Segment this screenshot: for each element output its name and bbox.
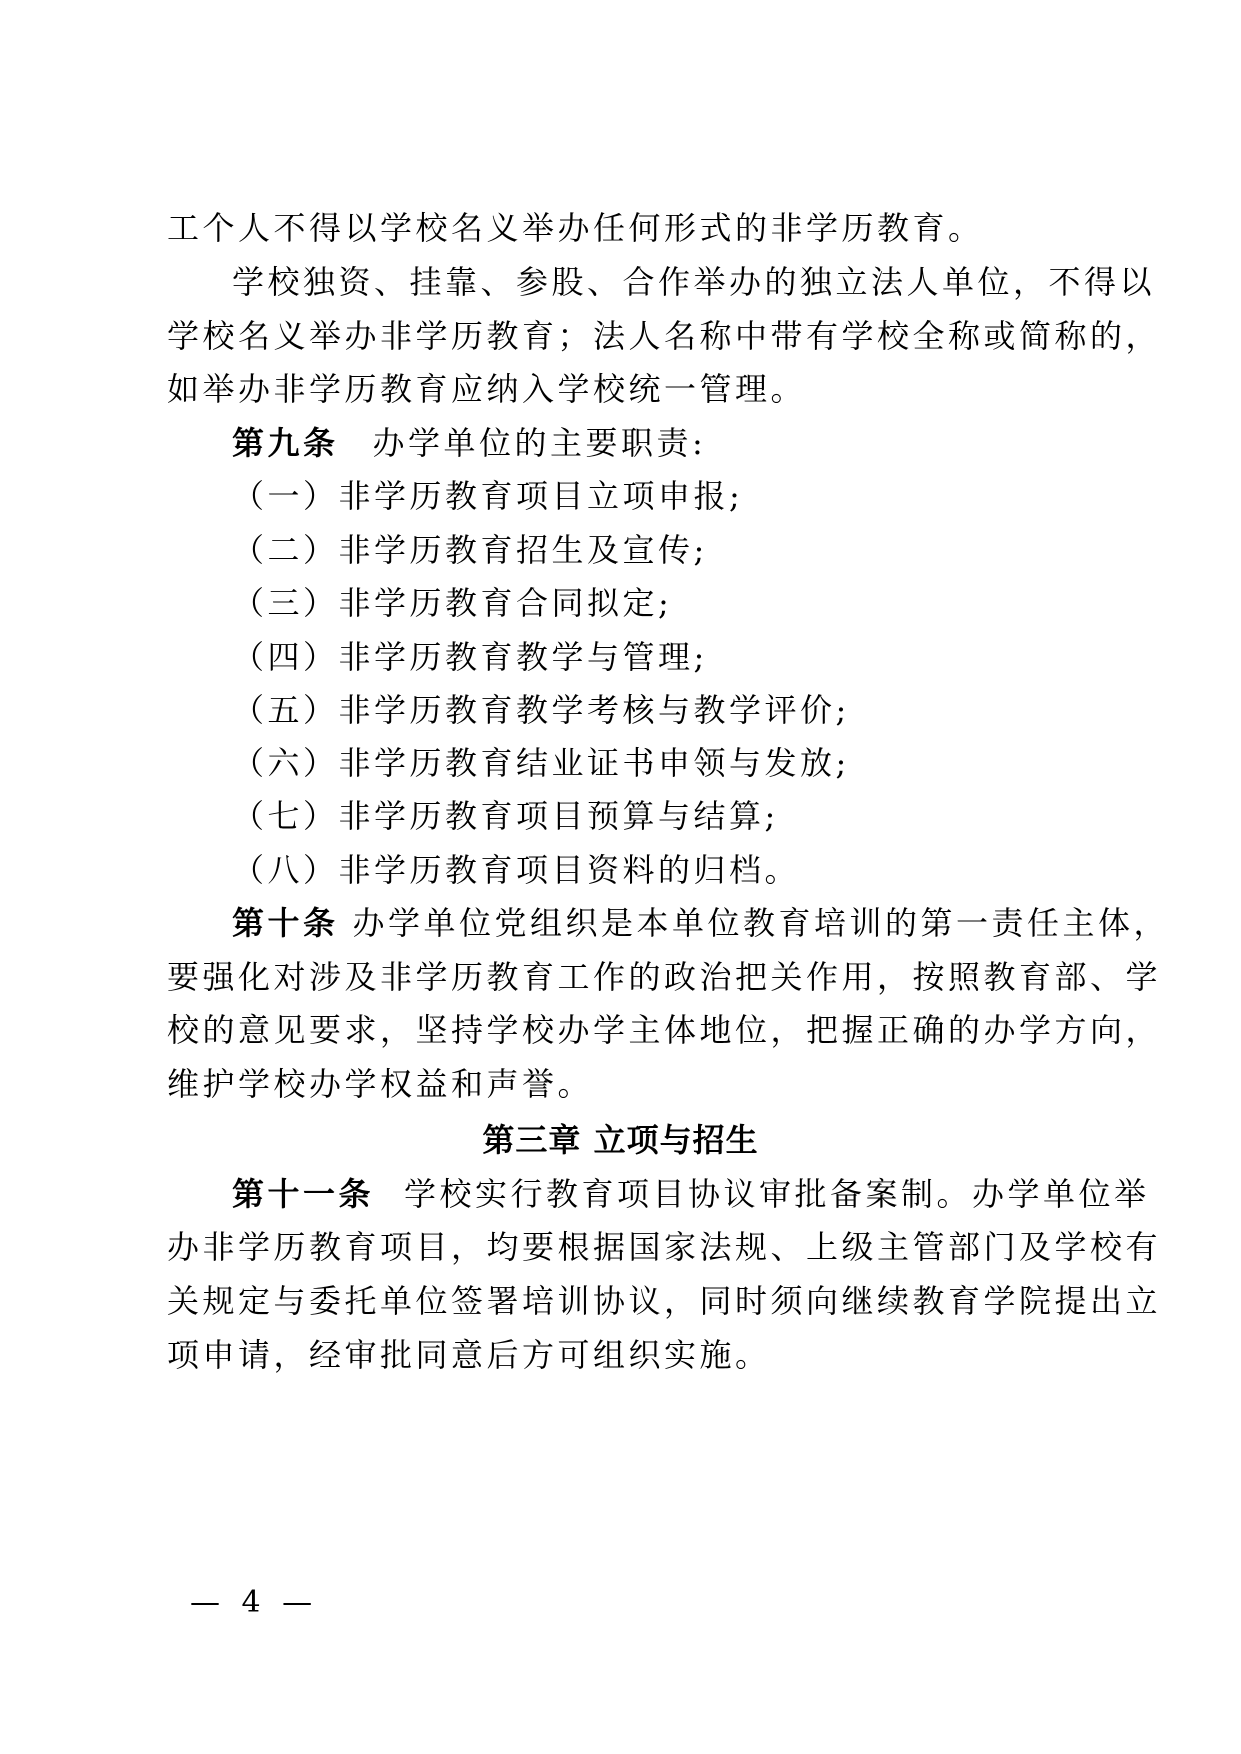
paragraph-line: 如举办非学历教育应纳入学校统一管理。: [167, 370, 807, 408]
paragraph-line: 要强化对涉及非学历教育工作的政治把关作用，按照教育部、学: [167, 958, 1162, 996]
article-9-item: （四）非学历教育教学与管理;: [232, 638, 708, 676]
article-11-label: 第十一条: [232, 1175, 375, 1213]
article-9-line: [232, 423, 1152, 463]
chapter-heading: 第三章 立项与招生: [482, 1121, 759, 1159]
article-9-item: （一）非学历教育项目立项申报;: [232, 477, 744, 515]
article-11-line: [232, 1174, 1152, 1214]
paragraph-line: 学校独资、挂靠、参股、合作举办的独立法人单位，不得以: [232, 263, 1156, 301]
article-10-label: 第十条: [232, 904, 339, 942]
paragraph-line: 办非学历教育项目，均要根据国家法规、上级主管部门及学校有: [167, 1228, 1162, 1266]
article-9-item: （二）非学历教育招生及宣传;: [232, 531, 708, 569]
paragraph-line: 工个人不得以学校名义举办任何形式的非学历教育。: [167, 209, 984, 247]
article-9-item: （六）非学历教育结业证书申领与发放;: [232, 744, 850, 782]
article-9-text: 办学单位的主要职责:: [372, 424, 707, 462]
article-10-text: 办学单位党组织是本单位教育培训的第一责任主体，: [352, 904, 1170, 942]
article-9-label: 第九条: [232, 424, 339, 462]
article-10-line: [232, 903, 1170, 943]
article-9-item: （五）非学历教育教学考核与教学评价;: [232, 691, 850, 729]
article-9-item: （八）非学历教育项目资料的归档。: [232, 851, 801, 889]
paragraph-line: 关规定与委托单位签署培训协议，同时须向继续教育学院提出立: [167, 1282, 1162, 1320]
paragraph-line: 维护学校办学权益和声誉。: [167, 1065, 594, 1103]
article-11-text: 学校实行教育项目协议审批备案制。办学单位举: [404, 1175, 1150, 1213]
paragraph-line: 学校名义举办非学历教育；法人名称中带有学校全称或简称的，: [167, 317, 1162, 355]
article-9-item: （七）非学历教育项目预算与结算;: [232, 797, 779, 835]
paragraph-line: 项申请，经审批同意后方可组织实施。: [167, 1336, 771, 1374]
article-9-item: （三）非学历教育合同拟定;: [232, 584, 673, 622]
paragraph-line: 校的意见要求，坚持学校办学主体地位，把握正确的办学方向，: [167, 1011, 1162, 1049]
page-number: — 4 —: [190, 1585, 319, 1620]
